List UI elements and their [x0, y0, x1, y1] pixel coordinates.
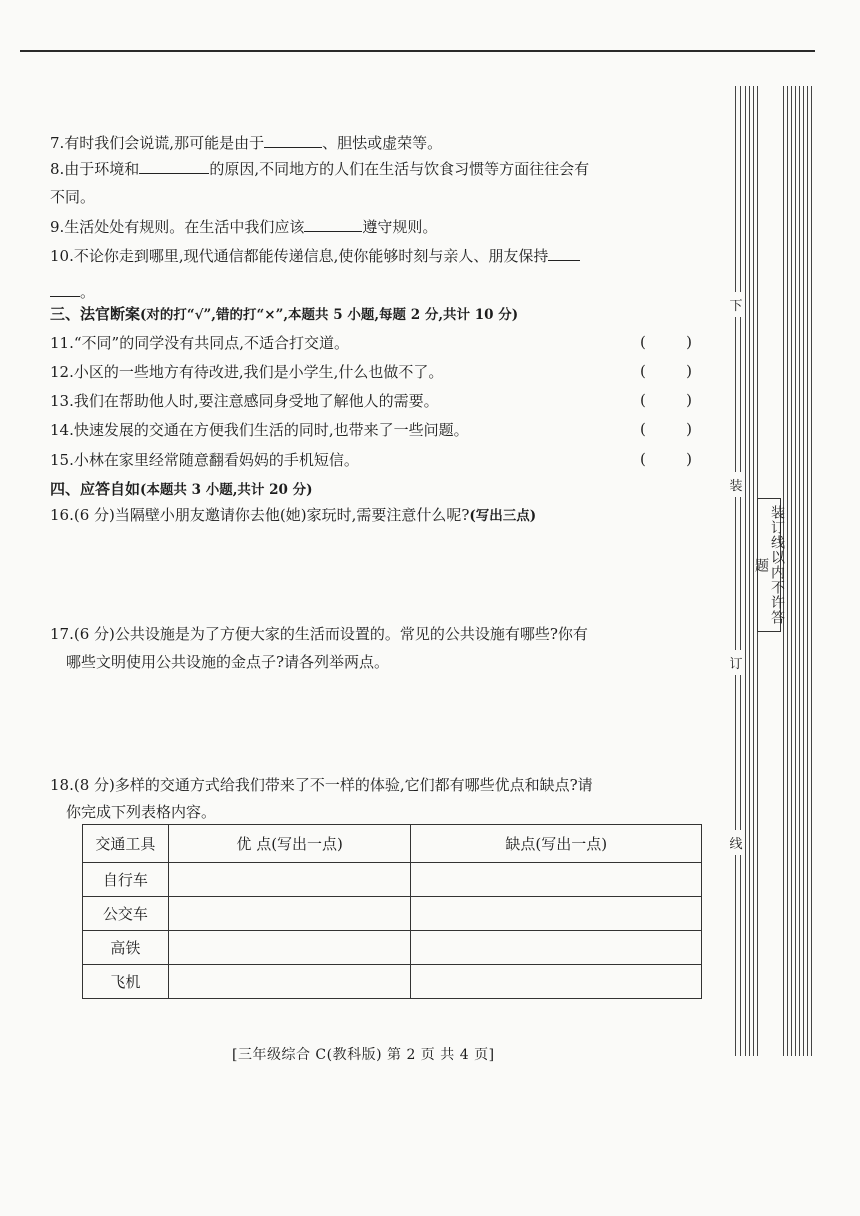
binding-char: 装	[729, 472, 743, 497]
answer-cell[interactable]	[168, 897, 411, 931]
answer-blank[interactable]	[139, 158, 209, 174]
question-8-continued: 不同。	[50, 188, 96, 206]
table-header: 交通工具	[83, 825, 169, 863]
answer-area-16[interactable]	[50, 530, 700, 620]
answer-blank[interactable]	[304, 216, 362, 232]
table-header: 优 点(写出一点)	[168, 825, 411, 863]
table-row	[83, 965, 702, 999]
question-12: 12.小区的一些地方有待改进,我们是小学生,什么也做不了。	[50, 363, 444, 381]
row-label: 公交车	[83, 897, 169, 931]
question-7: 7.有时我们会说谎,那可能是由于 、胆怯或虚荣等。	[50, 134, 443, 152]
section-3-heading: 三、法官断案(对的打“√”,错的打“×”,本题共 5 小题,每题 2 分,共计 10 分)	[50, 305, 519, 323]
answer-cell[interactable]	[411, 965, 702, 999]
question-15: 15.小林在家里经常随意翻看妈妈的手机短信。	[50, 451, 359, 469]
table-row	[83, 897, 702, 931]
question-13: 13.我们在帮助他人时,要注意感同身受地了解他人的需要。	[50, 392, 439, 410]
answer-cell[interactable]	[411, 931, 702, 965]
answer-cell[interactable]	[168, 931, 411, 965]
question-17-line-1: 17.(6 分)公共设施是为了方便大家的生活而设置的。常见的公共设施有哪些?你有	[50, 625, 588, 643]
answer-cell[interactable]	[411, 863, 702, 897]
question-9: 9.生活处处有规则。在生活中我们应该 遵守规则。	[50, 218, 438, 236]
question-18-line-2: 你完成下列表格内容。	[66, 803, 217, 821]
answer-parens[interactable]: ( )	[640, 420, 692, 438]
question-17-line-2: 哪些文明使用公共设施的金点子?请各列举两点。	[66, 653, 390, 671]
binding-notice: 装订线以内不许答题	[757, 498, 781, 632]
top-rule	[20, 50, 815, 52]
row-label: 高铁	[83, 931, 169, 965]
table-header-row	[83, 825, 702, 863]
binding-char: 下	[729, 292, 743, 317]
answer-blank[interactable]	[50, 281, 80, 297]
answer-area-17[interactable]	[50, 676, 700, 771]
answer-parens[interactable]: ( )	[640, 362, 692, 380]
question-10: 10.不论你走到哪里,现代通信都能传递信息,使你能够时刻与亲人、朋友保持	[50, 245, 580, 266]
answer-parens[interactable]: ( )	[640, 391, 692, 409]
answer-cell[interactable]	[168, 965, 411, 999]
answer-parens[interactable]: ( )	[640, 333, 692, 351]
table-row	[83, 931, 702, 965]
question-8: 8.由于环境和 的原因,不同地方的人们在生活与饮食习惯等方面往往会有	[50, 160, 590, 178]
question-10-continued: 。	[50, 281, 95, 302]
question-14: 14.快速发展的交通在方便我们生活的同时,也带来了一些问题。	[50, 421, 469, 439]
table-header: 缺点(写出一点)	[411, 825, 702, 863]
answer-blank[interactable]	[548, 245, 580, 261]
question-18-line-1: 18.(8 分)多样的交通方式给我们带来了不一样的体验,它们都有哪些优点和缺点?请	[50, 776, 593, 794]
section-4-heading: 四、应答自如(本题共 3 小题,共计 20 分)	[50, 480, 313, 498]
row-label: 飞机	[83, 965, 169, 999]
question-11: 11.“不同”的同学没有共同点,不适合打交道。	[50, 334, 349, 352]
row-label: 自行车	[83, 863, 169, 897]
question-16: 16.(6 分)当隔壁小朋友邀请你去他(她)家玩时,需要注意什么呢?(写出三点)	[50, 506, 537, 524]
binding-char: 订	[729, 650, 743, 675]
binding-char: 线	[729, 830, 743, 855]
answer-parens[interactable]: ( )	[640, 450, 692, 468]
transport-table	[82, 824, 702, 999]
table-row	[83, 863, 702, 897]
answer-cell[interactable]	[411, 897, 702, 931]
page-footer: [三年级综合 C(教科版) 第 2 页 共 4 页]	[232, 1047, 495, 1063]
answer-cell[interactable]	[168, 863, 411, 897]
answer-blank[interactable]	[264, 132, 322, 148]
